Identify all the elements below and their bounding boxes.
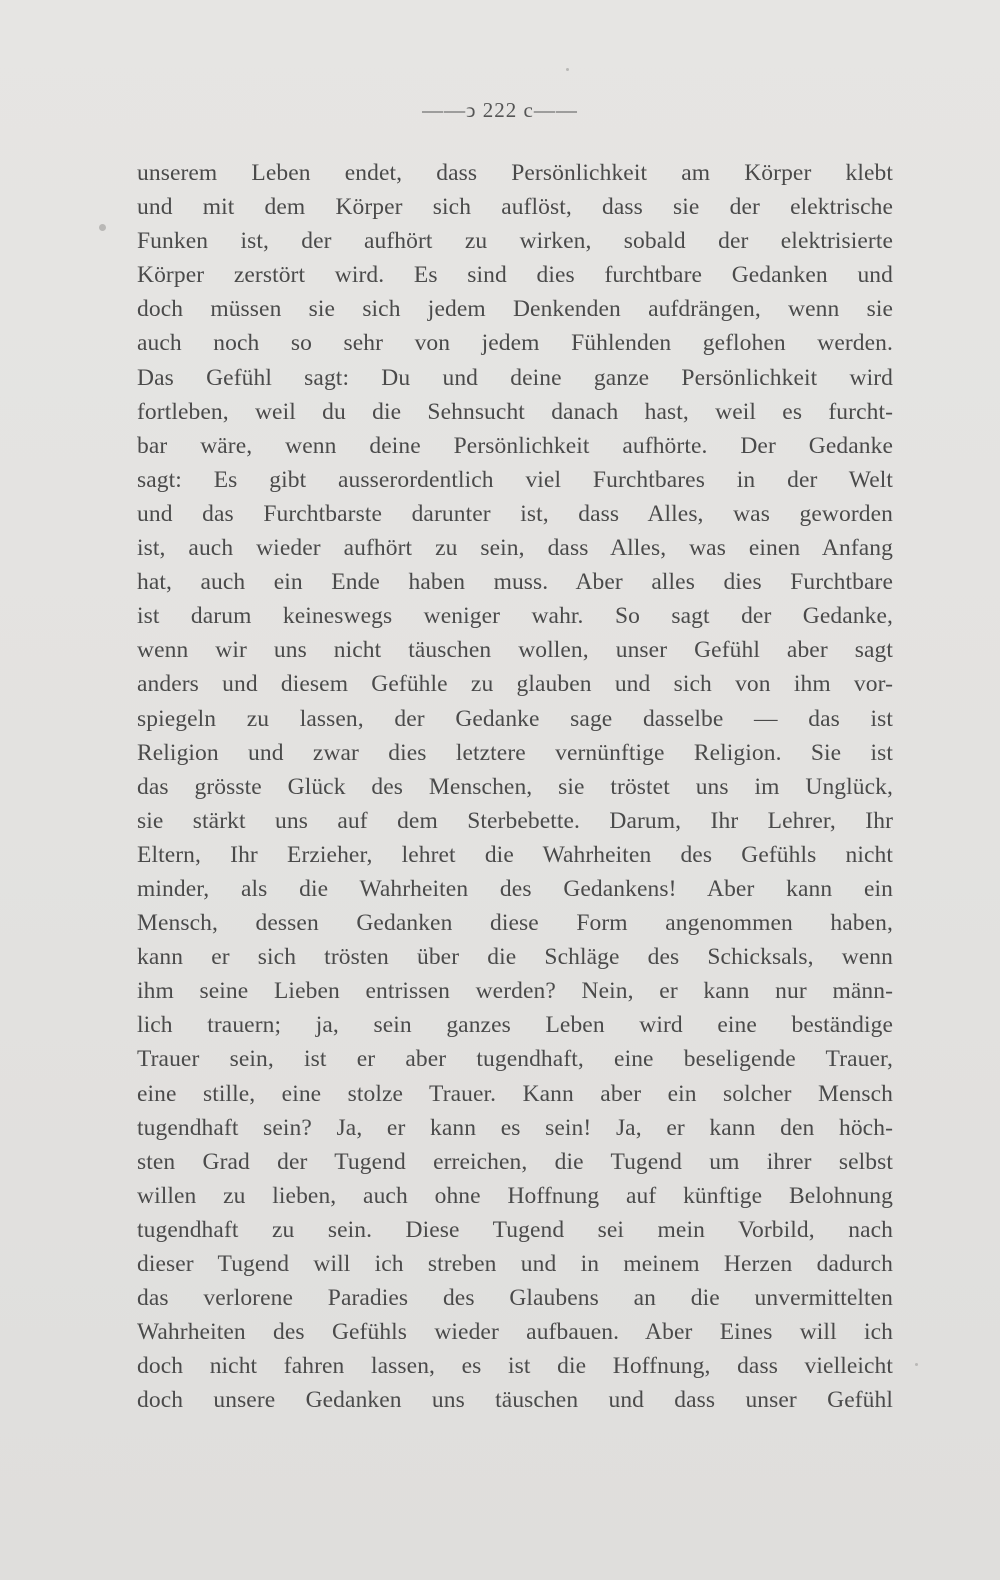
text-line: doch müssen sie sich jedem Denkenden aufdrängen, wenn sie bbox=[137, 296, 893, 323]
text-line: doch nicht fahren lassen, es ist die Hoffnung, dass vielleicht bbox=[137, 1353, 893, 1380]
body-text bbox=[137, 156, 893, 1417]
text-line: bar wäre, wenn deine Persönlichkeit aufhörte. Der Gedanke bbox=[137, 432, 893, 459]
text-line: tugendhaft zu sein. Diese Tugend sei mein Vorbild, nach bbox=[137, 1216, 893, 1243]
page-number-header: ——ↄ 222 c—— bbox=[422, 98, 578, 122]
paper-speck bbox=[99, 224, 106, 231]
text-line: sagt: Es gibt ausserordentlich viel Furchtbares in der Welt bbox=[137, 466, 893, 493]
text-line: hat, auch ein Ende haben muss. Aber alles dies Furchtbare bbox=[137, 569, 893, 596]
text-line: das grösste Glück des Menschen, sie tröstet uns im Unglück, bbox=[137, 773, 893, 800]
text-line: eine stille, eine stolze Trauer. Kann aber ein solcher Mensch bbox=[137, 1080, 893, 1107]
text-line: Religion und zwar dies letztere vernünftige Religion. Sie ist bbox=[137, 739, 893, 766]
text-line: und mit dem Körper sich auflöst, dass sie der elektrische bbox=[137, 194, 893, 221]
text-line: anders und diesem Gefühle zu glauben und sich von ihm vor- bbox=[137, 671, 893, 698]
paper-speck bbox=[566, 68, 569, 71]
text-line: minder, als die Wahrheiten des Gedankens! Aber kann ein bbox=[137, 875, 893, 902]
text-line: sie stärkt uns auf dem Sterbebette. Darum, Ihr Lehrer, Ihr bbox=[137, 807, 893, 834]
text-line: und das Furchtbarste darunter ist, dass Alles, was geworden bbox=[137, 500, 893, 527]
text-line: unserem Leben endet, dass Persönlichkeit am Körper klebt bbox=[137, 160, 893, 186]
text-line: fortleben, weil du die Sehnsucht danach hast, weil es furcht- bbox=[137, 398, 893, 425]
text-line: wenn wir uns nicht täuschen wollen, unser Gefühl aber sagt bbox=[137, 637, 893, 664]
text-line: kann er sich trösten über die Schläge des Schicksals, wenn bbox=[137, 944, 893, 971]
text-line: spiegeln zu lassen, der Gedanke sage dasselbe — das ist bbox=[137, 705, 893, 732]
text-line: Körper zerstört wird. Es sind dies furchtbare Gedanken und bbox=[137, 262, 893, 289]
text-line: das verlorene Paradies des Glaubens an die unvermittelten bbox=[137, 1285, 893, 1312]
text-line: Eltern, Ihr Erzieher, lehret die Wahrheiten des Gefühls nicht bbox=[137, 841, 893, 868]
text-line: sten Grad der Tugend erreichen, die Tugend um ihrer selbst bbox=[137, 1148, 893, 1175]
text-line: ist darum keineswegs weniger wahr. So sagt der Gedanke, bbox=[137, 603, 893, 630]
text-line: dieser Tugend will ich streben und in meinem Herzen dadurch bbox=[137, 1251, 893, 1277]
text-line: Wahrheiten des Gefühls wieder aufbauen. Aber Eines will ich bbox=[137, 1319, 893, 1346]
text-line: doch unsere Gedanken uns täuschen und dass unser Gefühl bbox=[137, 1387, 893, 1414]
paper-speck bbox=[915, 1363, 918, 1366]
text-line: tugendhaft sein? Ja, er kann es sein! Ja, er kann den höch- bbox=[137, 1114, 893, 1141]
text-line: lich trauern; ja, sein ganzes Leben wird eine beständige bbox=[137, 1012, 893, 1039]
text-line: ist, auch wieder aufhört zu sein, dass Alles, was einen Anfang bbox=[137, 535, 893, 562]
text-line: willen zu lieben, auch ohne Hoffnung auf künftige Belohnung bbox=[137, 1182, 893, 1209]
text-line: Trauer sein, ist er aber tugendhaft, eine beseligende Trauer, bbox=[137, 1046, 893, 1073]
text-line: Funken ist, der aufhört zu wirken, sobald der elektrisierte bbox=[137, 228, 893, 255]
text-line: ihm seine Lieben entrissen werden? Nein, er kann nur männ- bbox=[137, 978, 893, 1005]
text-line: Das Gefühl sagt: Du und deine ganze Persönlichkeit wird bbox=[137, 364, 893, 391]
text-line: auch noch so sehr von jedem Fühlenden geflohen werden. bbox=[137, 330, 893, 357]
text-line: Mensch, dessen Gedanken diese Form angenommen haben, bbox=[137, 910, 893, 937]
